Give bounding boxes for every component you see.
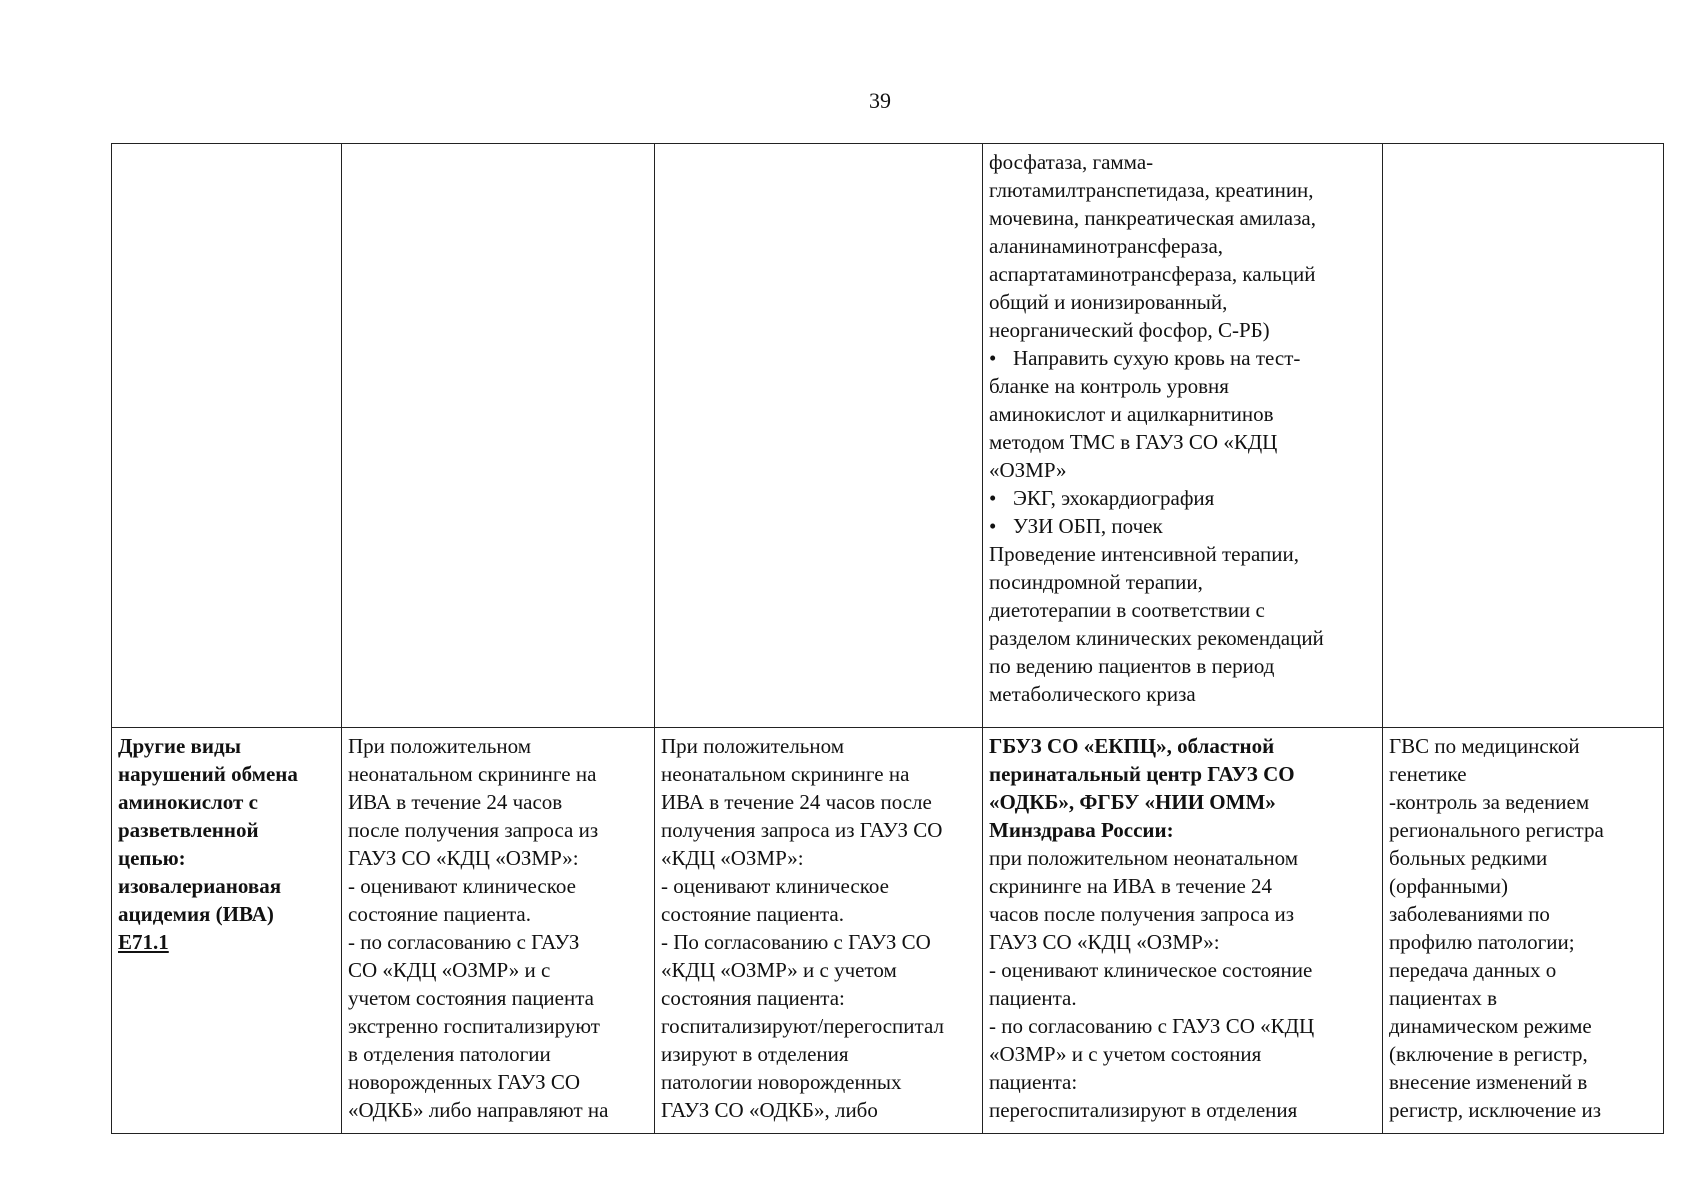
text-line: ГАУЗ СО «КДЦ «ОЗМР»: — [989, 930, 1220, 954]
text-line: по ведению пациентов в период — [989, 654, 1275, 678]
text-line: изовалериановая — [118, 874, 282, 898]
text-line: госпитализируют/перегоспитал — [661, 1014, 944, 1038]
row2-cell-5 — [1383, 728, 1664, 1134]
text-line: ГБУЗ СО «ЕКПЦ», областной — [989, 734, 1275, 758]
text-line: - По согласованию с ГАУЗ СО — [661, 930, 931, 954]
text-line: ИВА в течение 24 часов после — [661, 790, 932, 814]
text-line: «КДЦ «ОЗМР»: — [661, 846, 804, 870]
text-line: - по согласованию с ГАУЗ СО «КДЦ — [989, 1014, 1315, 1038]
text-line: -контроль за ведением — [1389, 790, 1590, 814]
text-line: аланинаминотрансфераза, — [989, 234, 1224, 258]
text-line: пациента. — [989, 986, 1077, 1010]
text-line: - по согласованию с ГАУЗ — [348, 930, 580, 954]
text-line: скрининге на ИВА в течение 24 — [989, 874, 1273, 898]
text-line: динамическом режиме — [1389, 1014, 1592, 1038]
text-line: ГАУЗ СО «ОДКБ», либо — [661, 1098, 878, 1122]
text-line: посиндромной терапии, — [989, 570, 1203, 594]
bullet-text: УЗИ ОБП, почек — [1013, 514, 1163, 538]
text-line: профилю патологии; — [1389, 930, 1575, 954]
row2-cell-2 — [342, 728, 655, 1134]
text-line: «ОЗМР» — [989, 458, 1067, 482]
text-line: нарушений обмена — [118, 762, 298, 786]
text-line: фосфатаза, гамма- — [989, 150, 1154, 174]
text-line: - оценивают клиническое — [661, 874, 889, 898]
text-line: «КДЦ «ОЗМР» и с учетом — [661, 958, 897, 982]
text-line: ГАУЗ СО «КДЦ «ОЗМР»: — [348, 846, 579, 870]
icd-code: Е71.1 — [118, 930, 169, 954]
text-line: регистр, исключение из — [1389, 1098, 1602, 1122]
text-line: разделом клинических рекомендаций — [989, 626, 1324, 650]
text-line: состояния пациента: — [661, 986, 845, 1010]
text-line: неонатальном скрининге на — [348, 762, 597, 786]
text-line: «ОДКБ», ФГБУ «НИИ ОММ» — [989, 790, 1276, 814]
text-line: состояние пациента. — [661, 902, 844, 926]
text-line: СО «КДЦ «ОЗМР» и с — [348, 958, 551, 982]
text-line: состояние пациента. — [348, 902, 531, 926]
row1-cell-4 — [983, 144, 1383, 728]
text-line: больных редкими — [1389, 846, 1548, 870]
text-line: неонатальном скрининге на — [661, 762, 910, 786]
row2-cell-disease — [112, 728, 342, 1134]
text-line: ГВС по медицинской — [1389, 734, 1580, 758]
text-line: неорганический фосфор, С-РБ) — [989, 318, 1270, 342]
text-line: глютамилтранспетидаза, креатинин, — [989, 178, 1314, 202]
text-line: внесение изменений в — [1389, 1070, 1588, 1094]
bullet-icon: • — [989, 514, 997, 538]
table-row — [112, 728, 1664, 1134]
text-line: Другие виды — [118, 734, 242, 758]
text-line: - оценивают клиническое состояние — [989, 958, 1313, 982]
bullet-text: ЭКГ, эхокардиография — [1013, 486, 1215, 510]
text-line: экстренно госпитализируют — [348, 1014, 600, 1038]
text-line: При положительном — [348, 734, 532, 758]
row1-cell-2 — [342, 144, 655, 728]
text-line: после получения запроса из — [348, 818, 599, 842]
text-line: При положительном — [661, 734, 845, 758]
table-row — [112, 144, 1664, 728]
row2-cell-3 — [655, 728, 983, 1134]
text-line: при положительном неонатальном — [989, 846, 1299, 870]
row2-cell-4 — [983, 728, 1383, 1134]
text-line: пациентах в — [1389, 986, 1498, 1010]
text-line: часов после получения запроса из — [989, 902, 1294, 926]
text-line: аминокислот и ацилкарнитинов — [989, 402, 1274, 426]
text-line: изируют в отделения — [661, 1042, 849, 1066]
text-line: пациента: — [989, 1070, 1078, 1094]
bullet-item — [989, 512, 1376, 540]
row1-cell-3 — [655, 144, 983, 728]
text-line: мочевина, панкреатическая амилаза, — [989, 206, 1316, 230]
bullet-icon: • — [989, 486, 997, 510]
text-line: заболеваниями по — [1389, 902, 1550, 926]
text-line: перинатальный центр ГАУЗ СО — [989, 762, 1295, 786]
text-line: в отделения патологии — [348, 1042, 551, 1066]
bullet-icon: • — [989, 346, 997, 370]
text-line: разветвленной — [118, 818, 259, 842]
text-line: передача данных о — [1389, 958, 1557, 982]
text-line: получения запроса из ГАУЗ СО — [661, 818, 943, 842]
text-line: метаболического криза — [989, 682, 1196, 706]
row1-cell-5 — [1383, 144, 1664, 728]
bullet-item — [989, 484, 1376, 512]
text-line: перегоспитализируют в отделения — [989, 1098, 1298, 1122]
text-line: цепью: — [118, 846, 186, 870]
text-line: методом ТМС в ГАУЗ СО «КДЦ — [989, 430, 1278, 454]
text-line: ИВА в течение 24 часов — [348, 790, 563, 814]
document-table — [111, 143, 1664, 1134]
text-line: новорожденных ГАУЗ СО — [348, 1070, 581, 1094]
text-line: учетом состояния пациента — [348, 986, 594, 1010]
text-line: Проведение интенсивной терапии, — [989, 542, 1299, 566]
page-number: 39 — [869, 88, 891, 113]
text-line: «ОДКБ» либо направляют на — [348, 1098, 609, 1122]
text-line: ацидемия (ИВА) — [118, 902, 274, 926]
text-line: патологии новорожденных — [661, 1070, 902, 1094]
text-line: аспартатаминотрансфераза, кальций — [989, 262, 1316, 286]
text-line: общий и ионизированный, — [989, 290, 1228, 314]
text-line: Минздрава России: — [989, 818, 1174, 842]
text-line: регионального регистра — [1389, 818, 1604, 842]
text-line: генетике — [1389, 762, 1467, 786]
text-line: «ОЗМР» и с учетом состояния — [989, 1042, 1262, 1066]
text-line: бланке на контроль уровня — [989, 374, 1229, 398]
row1-cell-1 — [112, 144, 342, 728]
text-line: (орфанными) — [1389, 874, 1509, 898]
bullet-text: Направить сухую кровь на тест- — [1013, 346, 1301, 370]
text-line: диетотерапии в соответствии с — [989, 598, 1265, 622]
text-line: - оценивают клиническое — [348, 874, 576, 898]
text-line: (включение в регистр, — [1389, 1042, 1588, 1066]
bullet-item — [989, 344, 1376, 372]
text-line: аминокислот с — [118, 790, 258, 814]
